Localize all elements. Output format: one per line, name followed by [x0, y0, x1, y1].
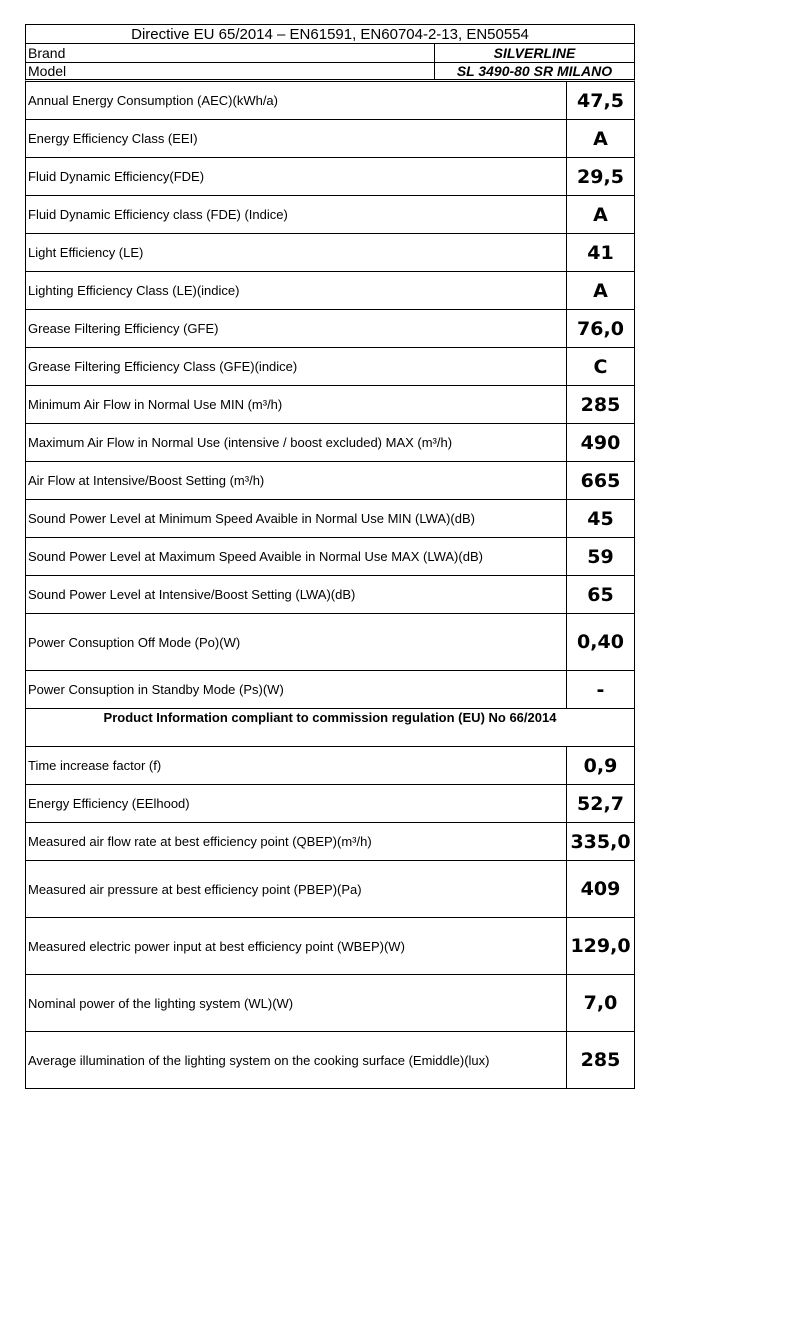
model-row [25, 63, 635, 82]
row-label: Air Flow at Intensive/Boost Setting (m³/h) [26, 462, 567, 499]
table-row [25, 576, 635, 614]
table-row [25, 348, 635, 386]
row-label: Measured electric power input at best efficiency point (WBEP)(W) [26, 918, 567, 974]
row-label: Power Consuption in Standby Mode (Ps)(W) [26, 671, 567, 708]
product-info-rows [25, 747, 635, 1089]
row-value: 41 [587, 241, 614, 264]
row-label: Grease Filtering Efficiency Class (GFE)(indice) [26, 348, 567, 385]
table-row [25, 1032, 635, 1089]
row-label: Nominal power of the lighting system (WL)(W) [26, 975, 567, 1031]
row-label: Measured air pressure at best efficiency point (PBEP)(Pa) [26, 861, 567, 917]
row-label: Grease Filtering Efficiency (GFE) [26, 310, 567, 347]
row-label: Power Consuption Off Mode (Po)(W) [26, 614, 567, 670]
table-row [25, 785, 635, 823]
table-row [25, 500, 635, 538]
row-value: 45 [587, 507, 614, 530]
row-value: 409 [580, 878, 621, 900]
row-value: 29,5 [577, 165, 624, 188]
row-value: 285 [580, 393, 621, 416]
row-label: Light Efficiency (LE) [26, 234, 567, 271]
brand-row [25, 44, 635, 63]
model-value: SL 3490-80 SR MILANO [456, 63, 613, 79]
row-label: Sound Power Level at Minimum Speed Avaible in Normal Use MIN (LWA)(dB) [26, 500, 567, 537]
row-label: Energy Efficiency (EElhood) [26, 785, 567, 822]
table-row [25, 861, 635, 918]
table-row [25, 196, 635, 234]
table-row [25, 671, 635, 709]
table-row [25, 310, 635, 348]
table-row [25, 386, 635, 424]
table-row [25, 614, 635, 671]
row-label: Maximum Air Flow in Normal Use (intensive / boost excluded) MAX (m³/h) [26, 424, 567, 461]
model-label: Model [26, 63, 435, 79]
row-label: Lighting Efficiency Class (LE)(indice) [26, 272, 567, 309]
row-value: 47,5 [577, 89, 624, 112]
row-value: 490 [580, 431, 621, 454]
row-value: A [593, 127, 608, 150]
row-label: Sound Power Level at Intensive/Boost Setting (LWA)(dB) [26, 576, 567, 613]
row-value: 0,40 [577, 631, 624, 653]
table-row [25, 975, 635, 1032]
row-label: Sound Power Level at Maximum Speed Avaible in Normal Use MAX (LWA)(dB) [26, 538, 567, 575]
row-value: 76,0 [577, 317, 624, 340]
table-row [25, 747, 635, 785]
table-row [25, 462, 635, 500]
row-value: 285 [580, 1049, 621, 1071]
row-value: 335,0 [570, 830, 631, 853]
row-label: Time increase factor (f) [26, 747, 567, 784]
row-value: 59 [587, 545, 614, 568]
row-label: Fluid Dynamic Efficiency class (FDE) (Indice) [26, 196, 567, 233]
row-value: 665 [580, 469, 621, 492]
row-value: A [593, 203, 608, 226]
row-value: C [593, 355, 608, 378]
directive-title: Directive EU 65/2014 – EN61591, EN60704-2-13, EN50554 [25, 24, 635, 44]
table-row [25, 234, 635, 272]
table-row [25, 82, 635, 120]
row-label: Energy Efficiency Class (EEI) [26, 120, 567, 157]
section-title: Product Information compliant to commission regulation (EU) No 66/2014 [25, 709, 635, 747]
row-value: - [596, 678, 605, 701]
row-value: 52,7 [577, 792, 624, 815]
table-row [25, 823, 635, 861]
table-row [25, 120, 635, 158]
row-label: Annual Energy Consumption (AEC)(kWh/a) [26, 82, 567, 119]
row-label: Measured air flow rate at best efficiency point (QBEP)(m³/h) [26, 823, 567, 860]
row-value: 0,9 [583, 754, 618, 777]
table-row [25, 918, 635, 975]
row-label: Fluid Dynamic Efficiency(FDE) [26, 158, 567, 195]
energy-data-rows [25, 82, 635, 709]
brand-value: SILVERLINE [493, 45, 576, 61]
table-row [25, 158, 635, 196]
table-row [25, 424, 635, 462]
row-value: 7,0 [583, 992, 618, 1014]
product-fiche-table [25, 24, 635, 1089]
row-value: A [593, 279, 608, 302]
brand-label: Brand [26, 44, 435, 62]
row-value: 129,0 [570, 935, 631, 957]
table-row [25, 272, 635, 310]
row-label: Average illumination of the lighting system on the cooking surface (Emiddle)(lux) [26, 1032, 567, 1088]
table-row [25, 538, 635, 576]
row-value: 65 [587, 583, 614, 606]
row-label: Minimum Air Flow in Normal Use MIN (m³/h) [26, 386, 567, 423]
